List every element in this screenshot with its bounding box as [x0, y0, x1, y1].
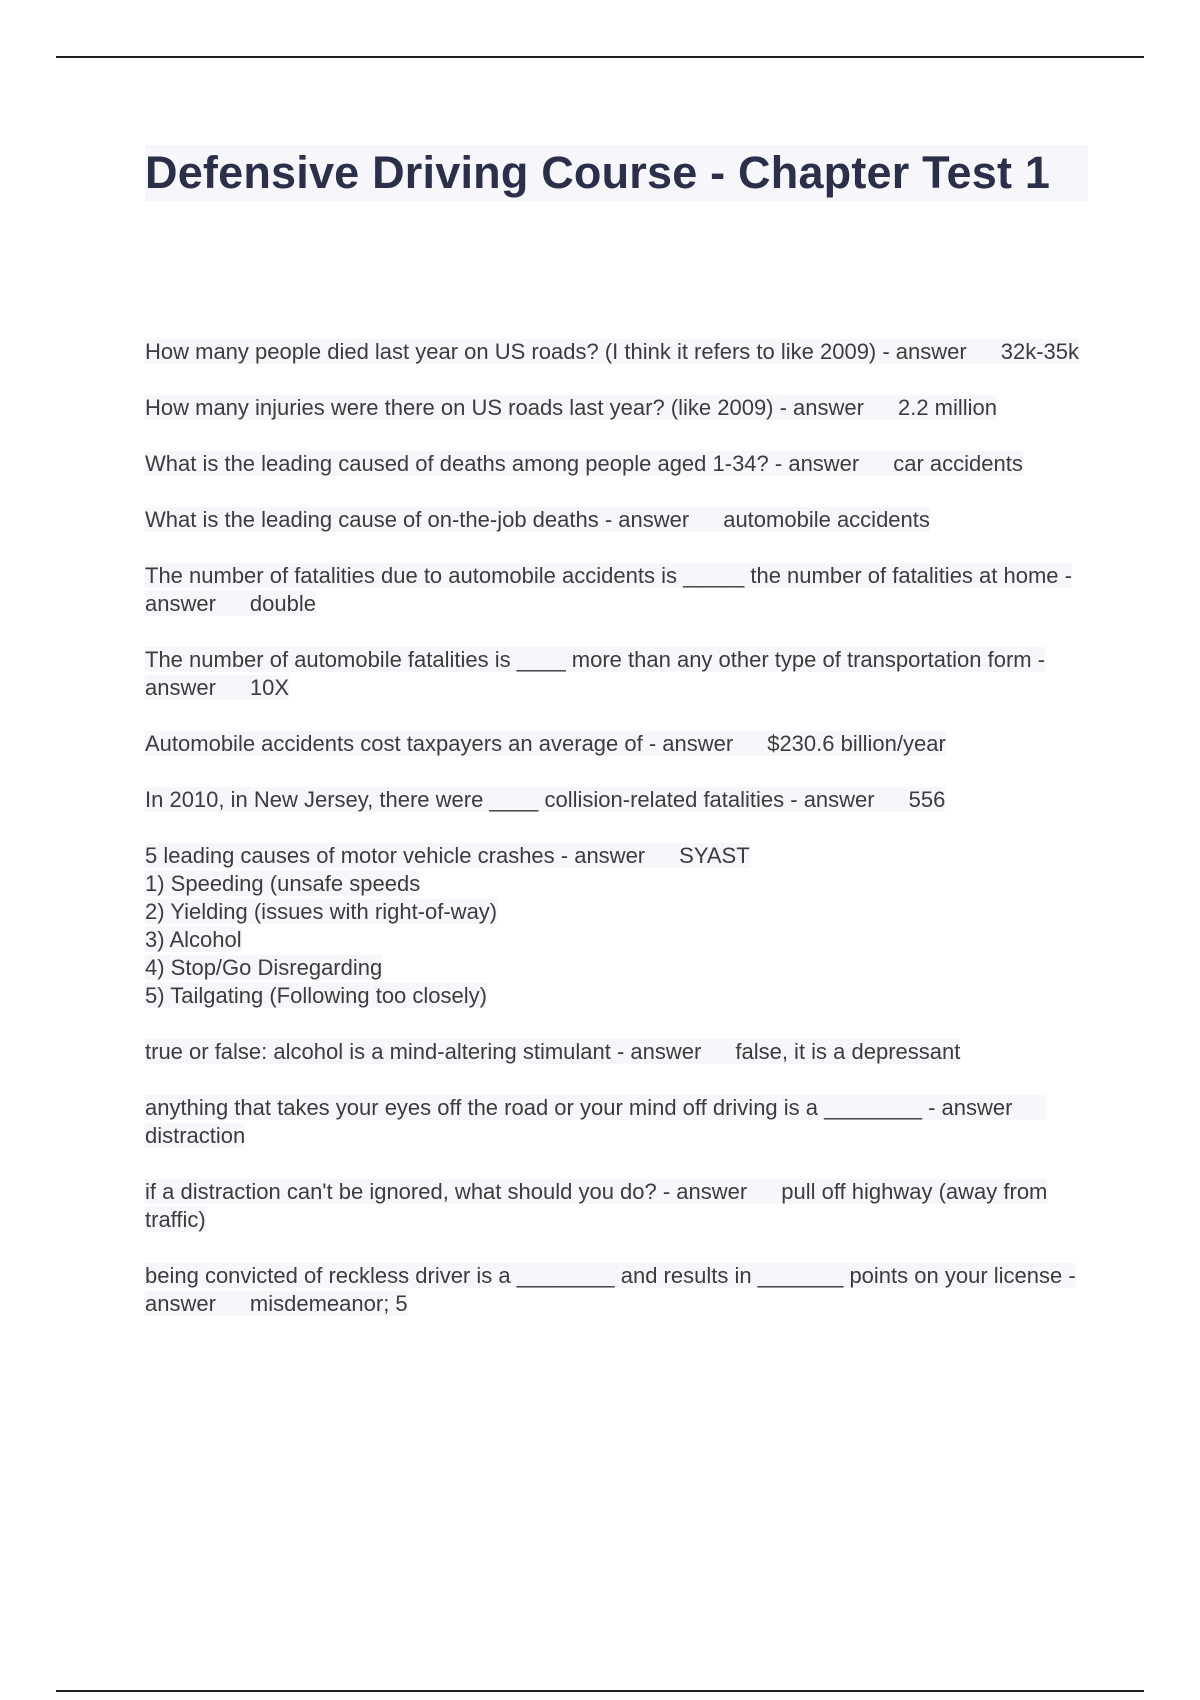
qa-item [145, 786, 1095, 814]
list-item: 2) Yielding (issues with right-of-way) [145, 899, 498, 924]
question-text: What is the leading cause of on-the-job deaths - answer [145, 507, 690, 532]
qa-item [145, 1038, 1095, 1066]
question-text: anything that takes your eyes off the road or your mind off driving is a ________ - answer [145, 1095, 1013, 1120]
question-text: The number of fatalities due to automobile accidents is _____ the number of fatalities at home - answer [145, 563, 1072, 616]
answer-text: pull off highway (away from traffic) [145, 1179, 1048, 1232]
qa-item [145, 338, 1095, 366]
answer-text: 2.2 million [897, 395, 998, 420]
qa-item [145, 730, 1095, 758]
question-text: Automobile accidents cost taxpayers an average of - answer [145, 731, 734, 756]
question-text: if a distraction can't be ignored, what should you do? - answer [145, 1179, 748, 1204]
qa-item [145, 506, 1095, 534]
answer-text: $230.6 billion/year [767, 731, 946, 756]
question-text: How many people died last year on US roads? (I think it refers to like 2009) - answer [145, 339, 967, 364]
list-item: 3) Alcohol [145, 927, 242, 952]
list-item: 5) Tailgating (Following too closely) [145, 983, 487, 1008]
qa-item [145, 842, 1095, 1010]
qa-item [145, 562, 1095, 618]
question-text: 5 leading causes of motor vehicle crashes - answer [145, 843, 646, 868]
qa-item [145, 450, 1095, 478]
answer-text: 10X [249, 675, 290, 700]
list-item: 4) Stop/Go Disregarding [145, 955, 383, 980]
qa-item [145, 1094, 1095, 1150]
page-title: Defensive Driving Course - Chapter Test 1 [145, 147, 1051, 198]
answer-text: car accidents [893, 451, 1023, 476]
qa-item [145, 646, 1095, 702]
question-text: true or false: alcohol is a mind-altering stimulant - answer [145, 1039, 702, 1064]
answer-text: 32k-35k [1000, 339, 1080, 364]
answer-text: double [249, 591, 316, 616]
list-item: 1) Speeding (unsafe speeds [145, 871, 421, 896]
answer-text: false, it is a depressant [735, 1039, 961, 1064]
question-text: In 2010, in New Jersey, there were ____ collision-related fatalities - answer [145, 787, 875, 812]
answer-text: distraction [145, 1123, 246, 1148]
top-rule [56, 56, 1144, 58]
question-text: The number of automobile fatalities is ____ more than any other type of transportation form - answer [145, 647, 1046, 700]
answer-text: 556 [908, 787, 946, 812]
answer-text: SYAST [679, 843, 750, 868]
bottom-rule [56, 1690, 1144, 1692]
qa-item [145, 1262, 1095, 1318]
answer-text: automobile accidents [723, 507, 930, 532]
answer-text: misdemeanor; 5 [249, 1291, 408, 1316]
qa-item [145, 394, 1095, 422]
question-text: being convicted of reckless driver is a ________ and results in _______ points on your license - answer [145, 1263, 1076, 1316]
title-box [145, 145, 1088, 201]
qa-item [145, 1178, 1095, 1234]
question-text: How many injuries were there on US roads last year? (like 2009) - answer [145, 395, 864, 420]
qa-list [145, 338, 1095, 1346]
question-text: What is the leading caused of deaths among people aged 1-34? - answer [145, 451, 860, 476]
